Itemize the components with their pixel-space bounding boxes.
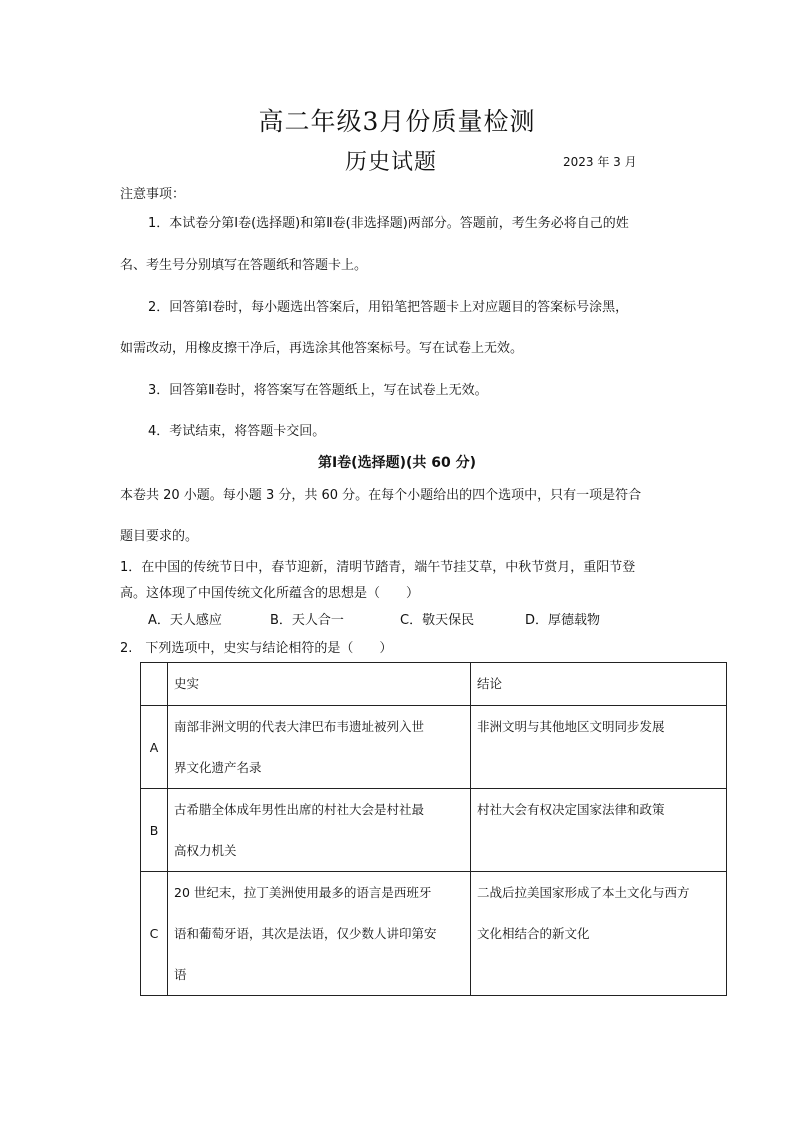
fact-line: 高权力机关 (174, 843, 237, 858)
notice-line-6: 4．考试结束，将答题卡交回。 (148, 424, 326, 439)
notice-line-5: 3．回答第Ⅱ卷时，将答案写在答题纸上，写在试卷上无效。 (148, 383, 488, 398)
exam-subject: 历史试题 (345, 150, 438, 175)
conclusion-cell (471, 789, 727, 872)
exam-title: 高二年级3月份质量检测 (258, 107, 536, 136)
question-2-stem: 2. 下列选项中，史实与结论相符的是（ ） (120, 641, 393, 656)
fact-line: 语和葡萄牙语，其次是法语，仅少数人讲印第安 (174, 926, 437, 941)
notice-line-4: 如需改动，用橡皮擦干净后，再选涂其他答案标号。写在试卷上无效。 (120, 341, 524, 356)
question-1-option-c: C．敬天保民 (400, 613, 475, 628)
exam-date: 2023 年 3 月 (563, 155, 637, 169)
section-desc-line-1: 本卷共 20 小题。每小题 3 分，共 60 分。在每个小题给出的四个选项中，只有一项是符合 (120, 488, 642, 503)
conclusion-line: 村社大会有权决定国家法律和政策 (477, 802, 665, 817)
fact-cell (168, 706, 471, 789)
conclusion-line: 非洲文明与其他地区文明同步发展 (477, 719, 665, 734)
header-conclusion: 结论 (471, 663, 727, 706)
fact-line: 界文化遗产名录 (174, 760, 262, 775)
question-1-option-b: B．天人合一 (270, 613, 344, 628)
row-label: A (141, 706, 168, 789)
question-1-option-d: D．厚德载物 (525, 613, 601, 628)
question-2-table (140, 662, 727, 996)
fact-line: 古希腊全体成年男性出席的村社大会是村社最 (174, 802, 425, 817)
notice-line-3: 2．回答第Ⅰ卷时，每小题选出答案后，用铅笔把答题卡上对应题目的答案标号涂黑， (148, 300, 629, 315)
row-label: C (141, 872, 168, 996)
fact-line: 20 世纪末，拉丁美洲使用最多的语言是西班牙 (174, 885, 432, 900)
fact-cell (168, 789, 471, 872)
row-label: B (141, 789, 168, 872)
conclusion-cell (471, 706, 727, 789)
conclusion-line: 文化相结合的新文化 (477, 926, 590, 941)
section-desc-line-2: 题目要求的。 (120, 529, 199, 544)
fact-line: 语 (174, 967, 187, 982)
header-empty-cell (141, 663, 168, 706)
question-1-option-a: A．天人感应 (148, 613, 222, 628)
question-1-line-1: 1．在中国的传统节日中，春节迎新，清明节踏青，端午节挂艾草，中秋节赏月，重阳节登 (120, 560, 636, 575)
notice-line-2: 名、考生号分别填写在答题纸和答题卡上。 (120, 258, 368, 273)
conclusion-cell (471, 872, 727, 996)
table-row (141, 789, 727, 872)
header-fact: 史实 (168, 663, 471, 706)
table-row (141, 706, 727, 789)
notice-line-1: 1．本试卷分第Ⅰ卷(选择题)和第Ⅱ卷(非选择题)两部分。答题前，考生务必将自己的姓 (148, 216, 629, 231)
section-title: 第Ⅰ卷(选择题)(共 60 分) (317, 455, 477, 471)
notice-heading: 注意事项： (120, 187, 186, 202)
table-header-row (141, 663, 727, 706)
conclusion-line: 二战后拉美国家形成了本土文化与西方 (477, 885, 690, 900)
fact-line: 南部非洲文明的代表大津巴布韦遗址被列入世 (174, 719, 425, 734)
question-1-line-2: 高。这体现了中国传统文化所蕴含的思想是（ ） (120, 586, 420, 601)
table-row (141, 872, 727, 996)
fact-cell (168, 872, 471, 996)
